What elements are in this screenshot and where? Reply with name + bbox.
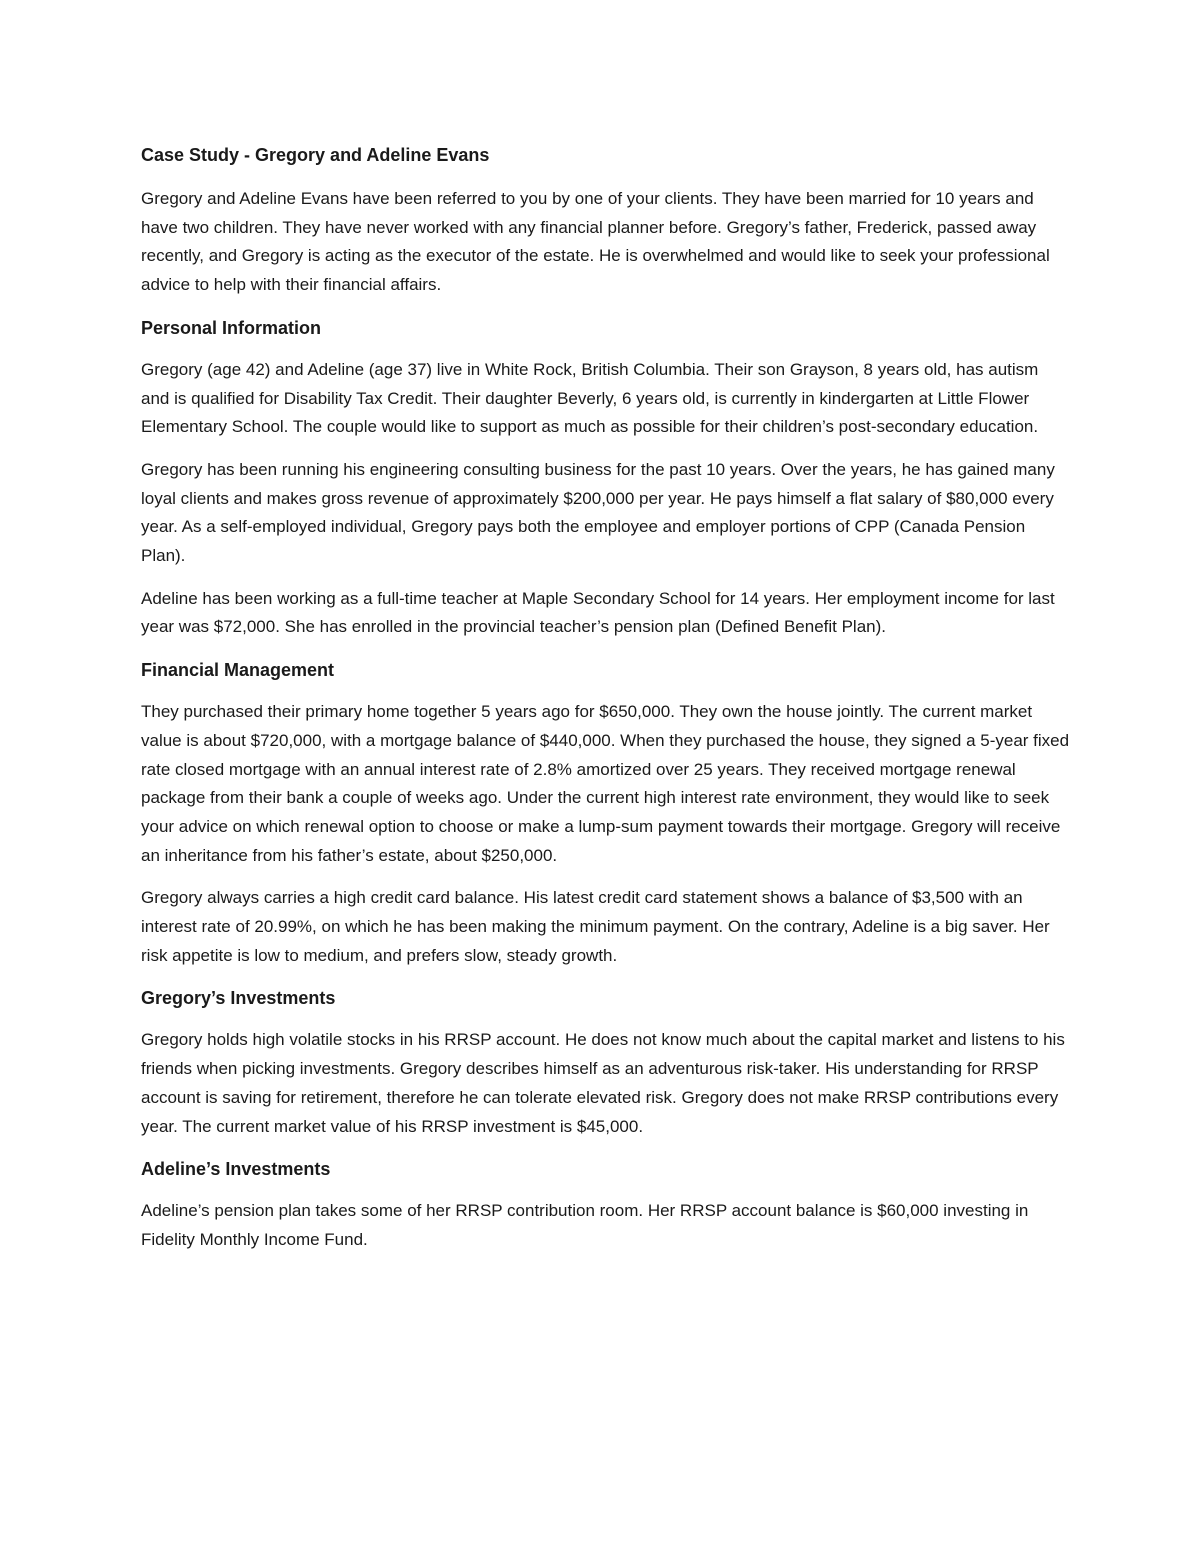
paragraph-gregory-rrsp: Gregory holds high volatile stocks in his RRSP account. He does not know much about the capital market and listens to his friends when picking investments. Gregory describes himself as an adventurous risk-taker. His understanding for RRSP account is saving for retirement, therefore he can tolerate elevated risk. Gregory does not make RRSP contributions every year. The current market value of his RRSP investment is $45,000. (141, 1030, 1065, 1136)
heading-adeline-investments: Adeline’s Investments (141, 1159, 331, 1180)
document-title: Case Study - Gregory and Adeline Evans (141, 145, 490, 165)
paragraph-adeline-rrsp: Adeline’s pension plan takes some of her RRSP contribution room. Her RRSP account balance is $60,000 investing in Fidelity Monthly Income Fund. (141, 1201, 1029, 1249)
paragraph-adeline-employment: Adeline has been working as a full-time teacher at Maple Secondary School for 14 years. Her employment income for last year was $72,000. She has enrolled in the provincial teacher’s pension plan (Defined Benefit Plan). (141, 588, 1055, 637)
paragraph-gregory-business: Gregory has been running his engineering consulting business for the past 10 years. Over the years, he has gained many loyal clients and makes gross revenue of approximately $200,000 per year. He pays himself a flat salary of $80,000 every year. As a self-employed individual, Gregory pays both the employee and employer portions of CPP (Canada Pension Plan). (141, 459, 1055, 566)
paragraph-credit-card: Gregory always carries a high credit card balance. His latest credit card statement shows a balance of $3,500 with an interest rate of 20.99%, on which he has been making the minimum payment. On the contrary, Adeline is a big saver. Her risk appetite is low to medium, and prefers slow, steady growth. (141, 888, 1050, 965)
heading-personal-information: Personal Information (141, 317, 322, 338)
paragraph-home-mortgage: They purchased their primary home together 5 years ago for $650,000. They own the house jointly. The current market value is about $720,000, with a mortgage balance of $440,000. When they purchased the house, they signed a 5-year fixed rate closed mortgage with an annual interest rate of 2.8% amortized over 25 years. They received mortgage renewal package from their bank a couple of weeks ago. Under the current high interest rate environment, they would like to seek your advice on which renewal option to choose or make a lump-sum payment towards their mortgage. Gregory will receive an inheritance from his father’s estate, about $250,000. (141, 702, 1070, 865)
heading-financial-management: Financial Management (141, 660, 335, 681)
paragraph-family: Gregory (age 42) and Adeline (age 37) live in White Rock, British Columbia. Their son Grayson, 8 years old, has autism and is qualified for Disability Tax Credit. Their daughter Beverly, 6 years old, is currently in kindergarten at Little Flower Elementary School. The couple would like to support as much as possible for their children’s post-secondary education. (141, 359, 1039, 437)
document-page (141, 141, 1071, 1269)
intro-paragraph: Gregory and Adeline Evans have been referred to you by one of your clients. They have been married for 10 years and have two children. They have never worked with any financial planner before. Gregory’s father, Frederick, passed away recently, and Gregory is acting as the executor of the estate. He is overwhelmed and would like to seek your professional advice to help with their financial affairs. (141, 189, 1050, 295)
heading-gregory-investments: Gregory’s Investments (141, 988, 336, 1009)
